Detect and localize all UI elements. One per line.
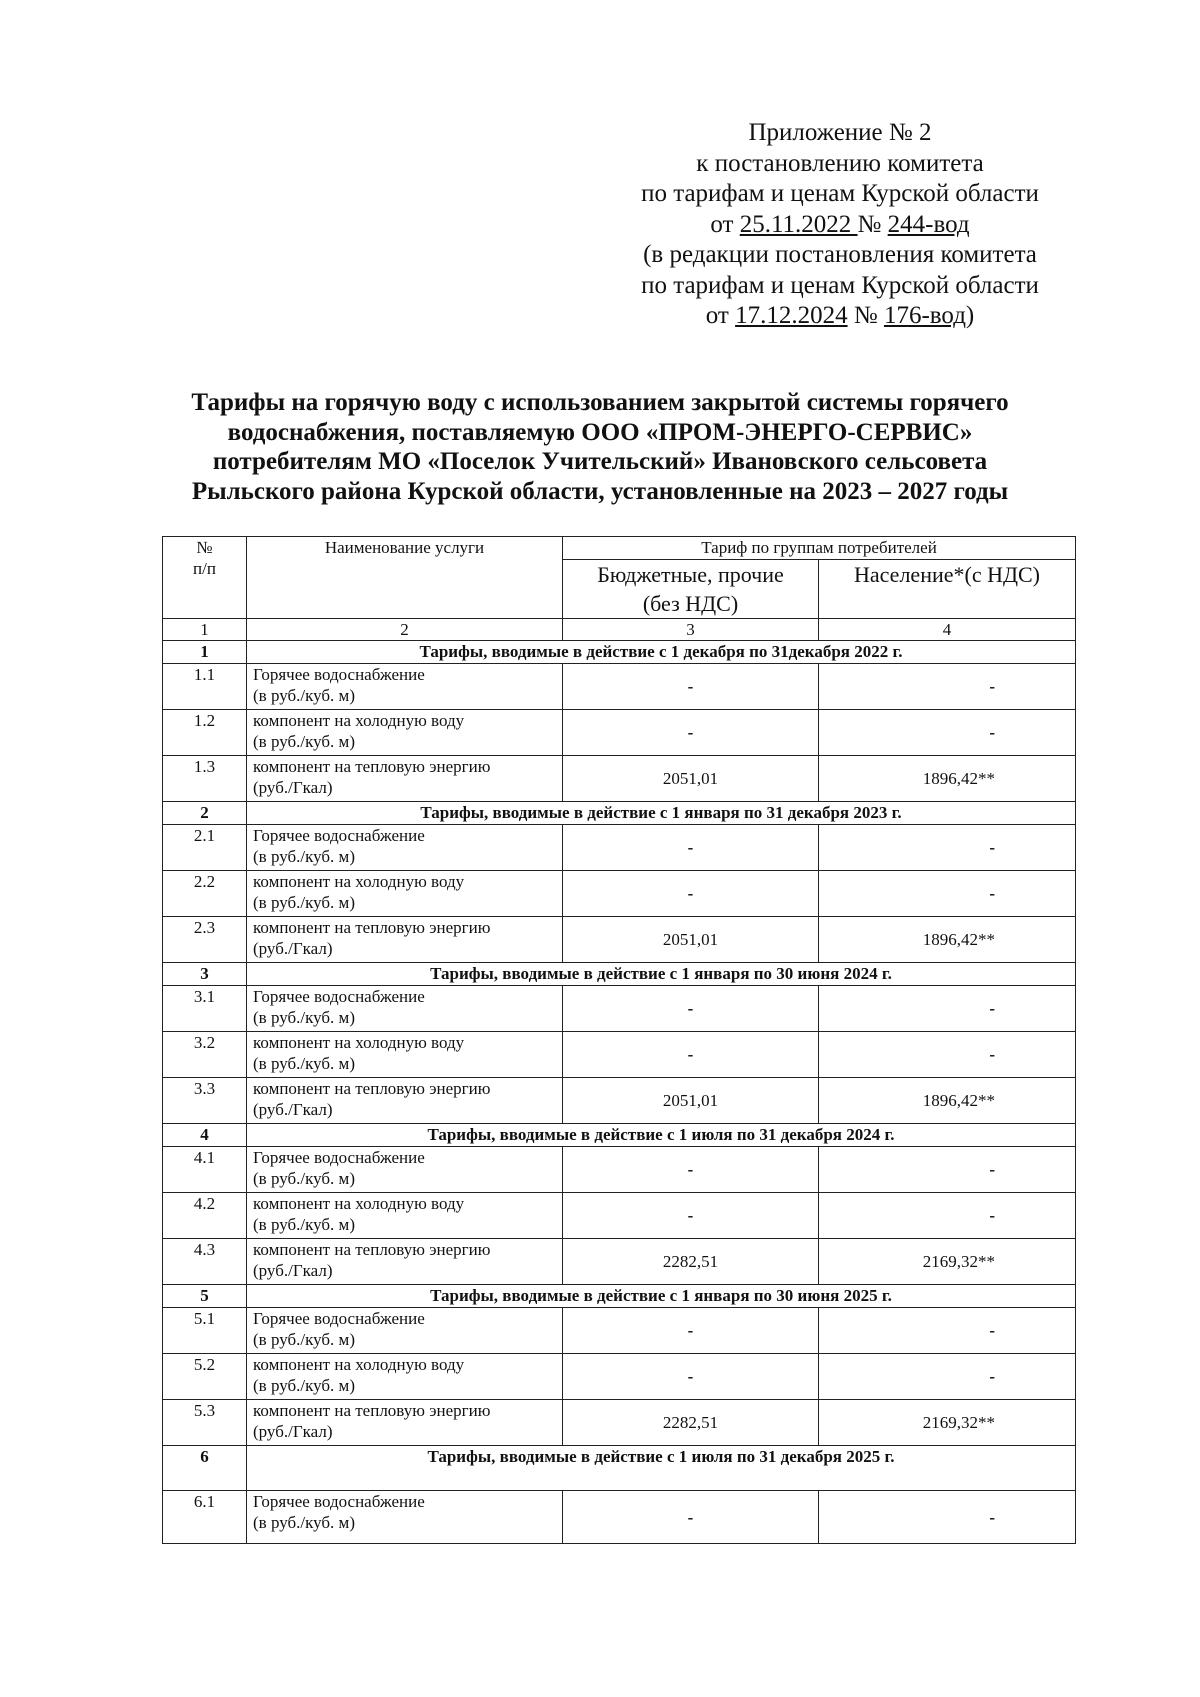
- service-name-line: Горячее водоснабжение: [253, 1148, 425, 1167]
- amendment-number: 176-вод: [883, 302, 966, 329]
- col-header-tariff-groups: Тариф по группам потребителей: [563, 537, 1076, 560]
- section-row: [163, 1285, 1076, 1308]
- service-name-line: Горячее водоснабжение: [253, 1309, 425, 1328]
- section-row: [163, 1446, 1076, 1491]
- row-number: 1.2: [163, 710, 247, 756]
- population-tariff-cell: -: [819, 1032, 1076, 1078]
- table-row: [163, 664, 1076, 710]
- population-tariff-cell: -: [819, 710, 1076, 756]
- budget-tariff-cell: 2282,51: [563, 1400, 819, 1446]
- service-name-line: Горячее водоснабжение: [253, 826, 425, 845]
- population-tariff-cell: 1896,42**: [819, 756, 1076, 802]
- service-name: [247, 1400, 563, 1446]
- section-number: 1: [163, 641, 247, 664]
- service-unit: (в руб./куб. м): [253, 847, 355, 866]
- budget-tariff-cell: -: [563, 664, 819, 710]
- appendix-resolution-line: к постановлению комитета: [696, 149, 984, 177]
- row-number: 4.1: [163, 1147, 247, 1193]
- row-number: 5.3: [163, 1400, 247, 1446]
- table-row: [163, 1308, 1076, 1354]
- section-title: Тарифы, вводимые в действие с 1 января по 31 декабря 2023 г.: [247, 802, 1076, 825]
- budget-tariff-cell: -: [563, 1147, 819, 1193]
- table-row: [163, 710, 1076, 756]
- amendment-committee-line: по тарифам и ценам Курской области: [641, 271, 1039, 299]
- section-title: Тарифы, вводимые в действие с 1 июля по 31 декабря 2025 г.: [247, 1446, 1076, 1491]
- service-name: [247, 1308, 563, 1354]
- service-unit: (в руб./куб. м): [253, 1169, 355, 1188]
- amendment-line: (в редакции постановления комитета: [643, 241, 1037, 268]
- service-unit: (в руб./куб. м): [253, 732, 355, 751]
- table-row: [163, 1354, 1076, 1400]
- section-row: [163, 963, 1076, 986]
- row-number: 2.2: [163, 871, 247, 917]
- service-unit: (в руб./куб. м): [253, 1330, 355, 1349]
- population-tariff-cell: 2169,32**: [819, 1400, 1076, 1446]
- population-tariff-cell: -: [819, 1308, 1076, 1354]
- service-unit: (в руб./куб. м): [253, 1376, 355, 1395]
- appendix-header: [580, 118, 1100, 332]
- service-unit: (руб./Гкал): [253, 1422, 333, 1441]
- amendment-date-line: от 17.12.2024 № 176-вод): [705, 302, 975, 329]
- service-name-line: компонент на холодную воду: [253, 1194, 465, 1213]
- service-name-line: компонент на тепловую энергию: [253, 1401, 491, 1420]
- population-tariff-cell: -: [819, 871, 1076, 917]
- section-number: 6: [163, 1446, 247, 1491]
- budget-tariff-cell: -: [563, 1032, 819, 1078]
- tariff-table: [162, 536, 1076, 1544]
- service-unit: (в руб./куб. м): [253, 1215, 355, 1234]
- budget-tariff-cell: -: [563, 1308, 819, 1354]
- service-name-line: Горячее водоснабжение: [253, 665, 425, 684]
- row-number: 3.3: [163, 1078, 247, 1124]
- service-name: [247, 1491, 563, 1544]
- section-number: 4: [163, 1124, 247, 1147]
- section-row: [163, 802, 1076, 825]
- section-row: [163, 1124, 1076, 1147]
- service-name-line: компонент на тепловую энергию: [253, 918, 491, 937]
- service-name: [247, 664, 563, 710]
- service-name: [247, 756, 563, 802]
- section-title: Тарифы, вводимые в действие с 1 декабря по 31декабря 2022 г.: [247, 641, 1076, 664]
- resolution-number: 244-вод: [887, 210, 970, 238]
- service-name-line: компонент на холодную воду: [253, 711, 465, 730]
- population-tariff-cell: 1896,42**: [819, 1078, 1076, 1124]
- row-number: 3.1: [163, 986, 247, 1032]
- table-row: [163, 1032, 1076, 1078]
- table-row: [163, 1147, 1076, 1193]
- appendix-date-line: от 25.11.2022 № 244-вод: [710, 210, 970, 238]
- service-unit: (руб./Гкал): [253, 1100, 333, 1119]
- table-row: [163, 1193, 1076, 1239]
- budget-tariff-cell: 2282,51: [563, 1239, 819, 1285]
- service-name: [247, 1078, 563, 1124]
- col-header-population: Население*(с НДС): [819, 560, 1076, 619]
- service-name: [247, 1032, 563, 1078]
- table-row: [163, 1239, 1076, 1285]
- population-tariff-cell: -: [819, 1491, 1076, 1544]
- service-name-line: Горячее водоснабжение: [253, 987, 425, 1006]
- budget-tariff-cell: -: [563, 1193, 819, 1239]
- population-tariff-cell: -: [819, 664, 1076, 710]
- row-number: 5.2: [163, 1354, 247, 1400]
- section-row: [163, 641, 1076, 664]
- section-title: Тарифы, вводимые в действие с 1 января по 30 июня 2024 г.: [247, 963, 1076, 986]
- population-tariff-cell: -: [819, 986, 1076, 1032]
- row-number: 4.3: [163, 1239, 247, 1285]
- column-number: 1: [163, 619, 247, 641]
- row-number: 1.3: [163, 756, 247, 802]
- service-name: [247, 986, 563, 1032]
- row-number: 6.1: [163, 1491, 247, 1544]
- row-number: 5.1: [163, 1308, 247, 1354]
- row-number: 2.3: [163, 917, 247, 963]
- table-header-row: [163, 537, 1076, 560]
- service-name-line: компонент на тепловую энергию: [253, 1079, 491, 1098]
- service-name-line: компонент на тепловую энергию: [253, 1240, 491, 1259]
- population-tariff-cell: 2169,32**: [819, 1239, 1076, 1285]
- table-row: [163, 756, 1076, 802]
- table-row: [163, 1491, 1076, 1544]
- budget-tariff-cell: -: [563, 825, 819, 871]
- service-name: [247, 1354, 563, 1400]
- resolution-date: 25.11.2022: [739, 210, 858, 238]
- row-number: 1.1: [163, 664, 247, 710]
- table-row: [163, 871, 1076, 917]
- row-number: 4.2: [163, 1193, 247, 1239]
- section-title: Тарифы, вводимые в действие с 1 июля по 31 декабря 2024 г.: [247, 1124, 1076, 1147]
- section-number: 2: [163, 802, 247, 825]
- population-tariff-cell: -: [819, 1147, 1076, 1193]
- service-name-line: компонент на холодную воду: [253, 1355, 465, 1374]
- service-name: [247, 825, 563, 871]
- row-number: 3.2: [163, 1032, 247, 1078]
- section-title: Тарифы, вводимые в действие с 1 января по 30 июня 2025 г.: [247, 1285, 1076, 1308]
- column-number: 4: [819, 619, 1076, 641]
- budget-tariff-cell: 2051,01: [563, 917, 819, 963]
- table-row: [163, 1400, 1076, 1446]
- service-unit: (руб./Гкал): [253, 1261, 333, 1280]
- col-header-budget: Бюджетные, прочие (без НДС): [563, 560, 819, 619]
- service-name: [247, 1193, 563, 1239]
- service-unit: (в руб./куб. м): [253, 686, 355, 705]
- table-row: [163, 825, 1076, 871]
- population-tariff-cell: 1896,42**: [819, 917, 1076, 963]
- amendment-date: 17.12.2024: [735, 302, 848, 329]
- service-name-line: компонент на холодную воду: [253, 872, 465, 891]
- budget-tariff-cell: -: [563, 986, 819, 1032]
- service-unit: (в руб./куб. м): [253, 1008, 355, 1027]
- service-name: [247, 1239, 563, 1285]
- population-tariff-cell: -: [819, 1193, 1076, 1239]
- service-name: [247, 710, 563, 756]
- service-unit: (в руб./куб. м): [253, 1513, 355, 1532]
- service-name: [247, 917, 563, 963]
- column-number: 2: [247, 619, 563, 641]
- population-tariff-cell: -: [819, 825, 1076, 871]
- service-name: [247, 1147, 563, 1193]
- service-name: [247, 871, 563, 917]
- table-row: [163, 986, 1076, 1032]
- service-unit: (руб./Гкал): [253, 778, 333, 797]
- table-row: [163, 917, 1076, 963]
- service-unit: (в руб./куб. м): [253, 1054, 355, 1073]
- service-name-line: компонент на холодную воду: [253, 1033, 465, 1052]
- budget-tariff-cell: -: [563, 1354, 819, 1400]
- budget-tariff-cell: -: [563, 1491, 819, 1544]
- population-tariff-cell: -: [819, 1354, 1076, 1400]
- table-row: [163, 1078, 1076, 1124]
- section-number: 3: [163, 963, 247, 986]
- service-unit: (руб./Гкал): [253, 939, 333, 958]
- section-number: 5: [163, 1285, 247, 1308]
- row-number: 2.1: [163, 825, 247, 871]
- appendix-committee-line: по тарифам и ценам Курской области: [641, 180, 1039, 207]
- budget-tariff-cell: -: [563, 710, 819, 756]
- document-title: Тарифы на горячую воду с использованием закрытой системы горячего водоснабжения, поставляемую ООО «ПРОМ-ЭНЕРГО-СЕРВИС» потребителям МО «Поселок Учительский» Ивановского сельсовета Рыльского района Курской области, установленные на 2023 – 2027 годы: [191, 389, 1009, 505]
- budget-tariff-cell: 2051,01: [563, 1078, 819, 1124]
- column-number: 3: [563, 619, 819, 641]
- budget-tariff-cell: 2051,01: [563, 756, 819, 802]
- col-header-service: Наименование услуги: [247, 537, 563, 619]
- service-unit: (в руб./куб. м): [253, 893, 355, 912]
- appendix-number: Приложение № 2: [748, 119, 932, 146]
- budget-tariff-cell: -: [563, 871, 819, 917]
- col-header-num: № п/п: [163, 537, 247, 619]
- column-number-row: [163, 619, 1076, 641]
- service-name-line: компонент на тепловую энергию: [253, 757, 491, 776]
- service-name-line: Горячее водоснабжение: [253, 1492, 425, 1511]
